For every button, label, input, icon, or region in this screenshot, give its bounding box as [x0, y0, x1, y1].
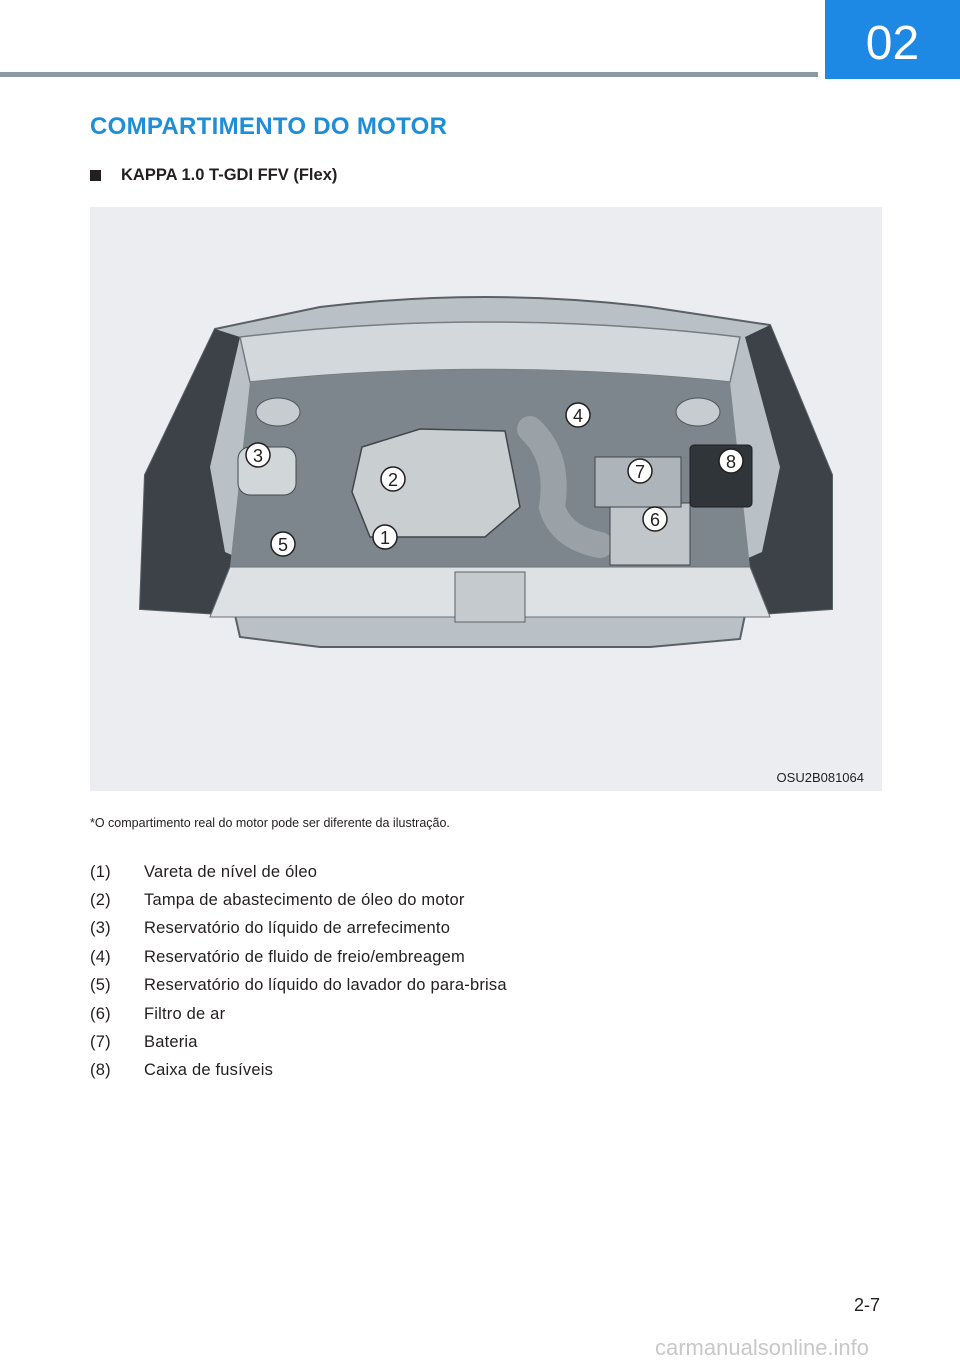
- list-item: [90, 915, 507, 943]
- list-item: [90, 972, 507, 1000]
- callout-1: [373, 525, 397, 549]
- part-number: (3): [90, 919, 111, 938]
- callout-5: [271, 532, 295, 556]
- part-label: Bateria: [144, 1033, 198, 1052]
- part-number: (5): [90, 976, 111, 995]
- list-item: [90, 943, 507, 971]
- square-bullet-icon: [90, 170, 101, 181]
- svg-text:6: 6: [649, 510, 661, 530]
- figure-note: *O compartimento real do motor pode ser diferente da ilustração.: [90, 816, 450, 830]
- callout-7: [628, 459, 652, 483]
- part-label: Reservatório do líquido de arrefecimento: [144, 919, 451, 938]
- part-label: Caixa de fusíveis: [144, 1061, 274, 1080]
- figure-code: OSU2B081064: [776, 770, 864, 785]
- part-number: (8): [90, 1061, 111, 1080]
- engine-compartment-illustration: [90, 207, 882, 791]
- section-title: COMPARTIMENTO DO MOTOR: [90, 113, 448, 140]
- callout-2: [381, 467, 405, 491]
- part-number: (4): [90, 947, 111, 966]
- list-item: [90, 1000, 507, 1028]
- list-item: [90, 1028, 507, 1056]
- svg-text:2: 2: [387, 470, 399, 490]
- callout-4: [566, 403, 590, 427]
- part-number: (2): [90, 891, 111, 910]
- watermark: carmanualsonline.info: [655, 1335, 870, 1360]
- svg-text:7: 7: [634, 462, 646, 482]
- part-label: Reservatório do líquido do lavador do para-brisa: [144, 976, 507, 995]
- callout-3: [246, 443, 270, 467]
- part-label: Reservatório de fluido de freio/embreagem: [144, 947, 465, 966]
- svg-text:1: 1: [379, 528, 391, 548]
- chapter-tab: 02: [825, 0, 960, 79]
- part-label: Vareta de nível de óleo: [144, 862, 318, 881]
- engine-subtitle: [90, 166, 337, 185]
- engine-figure: [90, 207, 882, 791]
- page-number: 2-7: [854, 1295, 881, 1315]
- part-number: (7): [90, 1033, 111, 1052]
- part-number: (1): [90, 862, 111, 881]
- list-item: [90, 886, 507, 914]
- svg-text:5: 5: [277, 535, 289, 555]
- header-rule: [0, 72, 818, 77]
- svg-text:3: 3: [252, 446, 264, 466]
- part-label: Tampa de abastecimento de óleo do motor: [144, 891, 465, 910]
- svg-text:4: 4: [572, 406, 584, 426]
- part-number: (6): [90, 1004, 111, 1023]
- callout-8: [719, 449, 743, 473]
- svg-text:8: 8: [725, 452, 737, 472]
- list-item: [90, 858, 507, 886]
- engine-subtitle-text: KAPPA 1.0 T-GDI FFV (Flex): [121, 166, 338, 184]
- part-label: Filtro de ar: [144, 1004, 226, 1023]
- callout-6: [643, 507, 667, 531]
- list-item: [90, 1057, 507, 1085]
- parts-list: [90, 858, 507, 1085]
